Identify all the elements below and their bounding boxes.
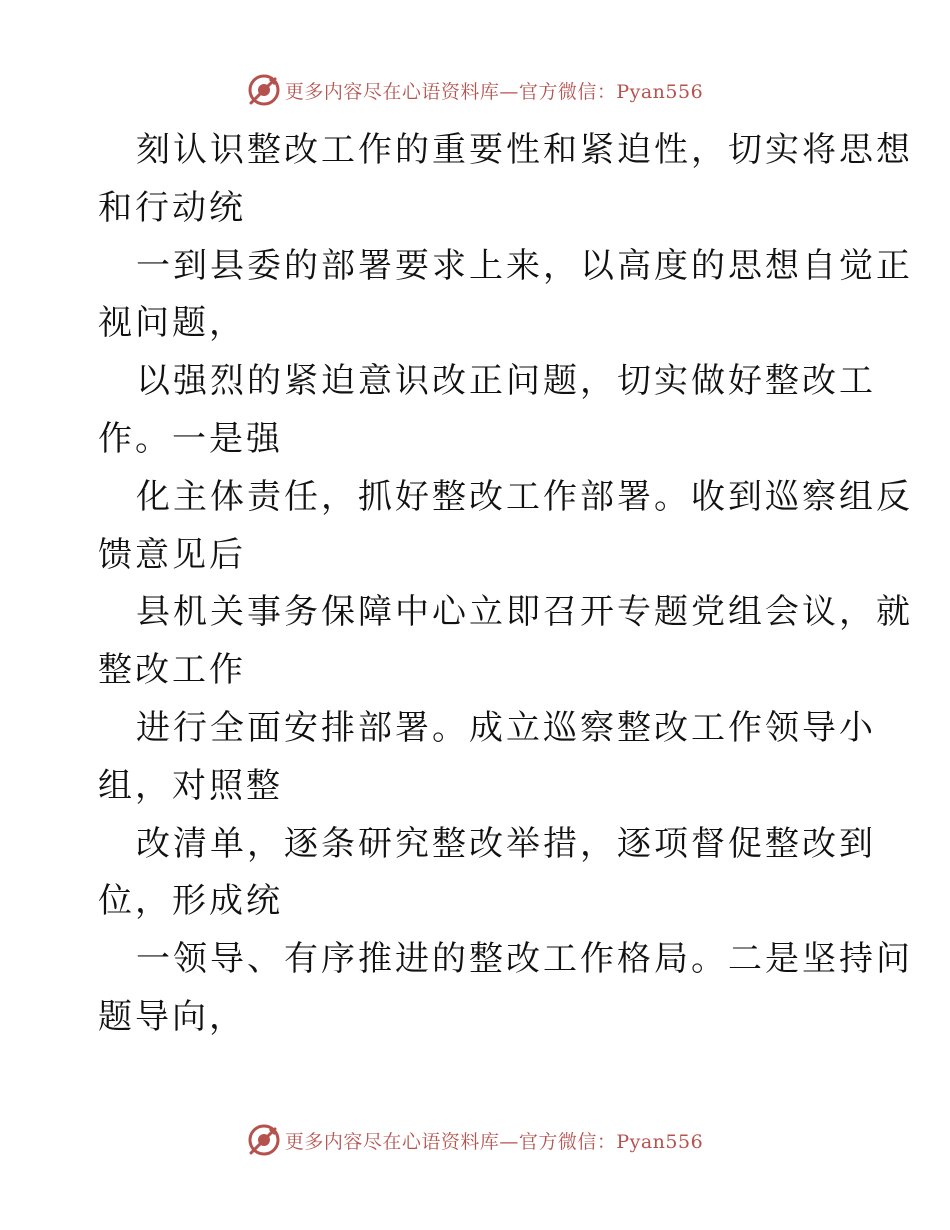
header-banner xyxy=(0,70,950,110)
text-line: 化主体责任，抓好整改工作部署。收到巡察组反 xyxy=(136,476,913,517)
pen-logo-icon xyxy=(247,1123,281,1157)
footer-banner-text: 更多内容尽在心语资料库—官方微信：Pyan556 xyxy=(284,1130,704,1153)
pen-logo-icon xyxy=(247,73,281,107)
footer-banner xyxy=(0,1120,950,1160)
text-line: 组，对照整 xyxy=(98,765,283,806)
text-line: 位，形成统 xyxy=(98,881,283,922)
document-body xyxy=(98,122,913,1047)
text-line: 进行全面安排部署。成立巡察整改工作领导小 xyxy=(136,707,876,748)
text-line: 整改工作 xyxy=(98,650,246,691)
text-line: 馈意见后 xyxy=(98,534,246,575)
text-line: 改清单，逐条研究整改举措，逐项督促整改到 xyxy=(136,823,876,864)
header-banner-text: 更多内容尽在心语资料库—官方微信：Pyan556 xyxy=(284,80,704,103)
text-line: 县机关事务保障中心立即召开专题党组会议，就 xyxy=(136,592,913,633)
text-line: 一到县委的部署要求上来，以高度的思想自觉正 xyxy=(136,245,913,286)
text-line: 作。一是强 xyxy=(98,418,283,459)
text-line: 视问题， xyxy=(98,303,246,344)
text-line: 和行动统 xyxy=(98,187,246,228)
text-line: 以强烈的紧迫意识改正问题，切实做好整改工 xyxy=(136,361,876,402)
text-line: 题导向， xyxy=(98,996,246,1037)
text-line: 刻认识整改工作的重要性和紧迫性，切实将思想 xyxy=(136,130,913,170)
text-line: 一领导、有序推进的整改工作格局。二是坚持问 xyxy=(136,939,913,980)
